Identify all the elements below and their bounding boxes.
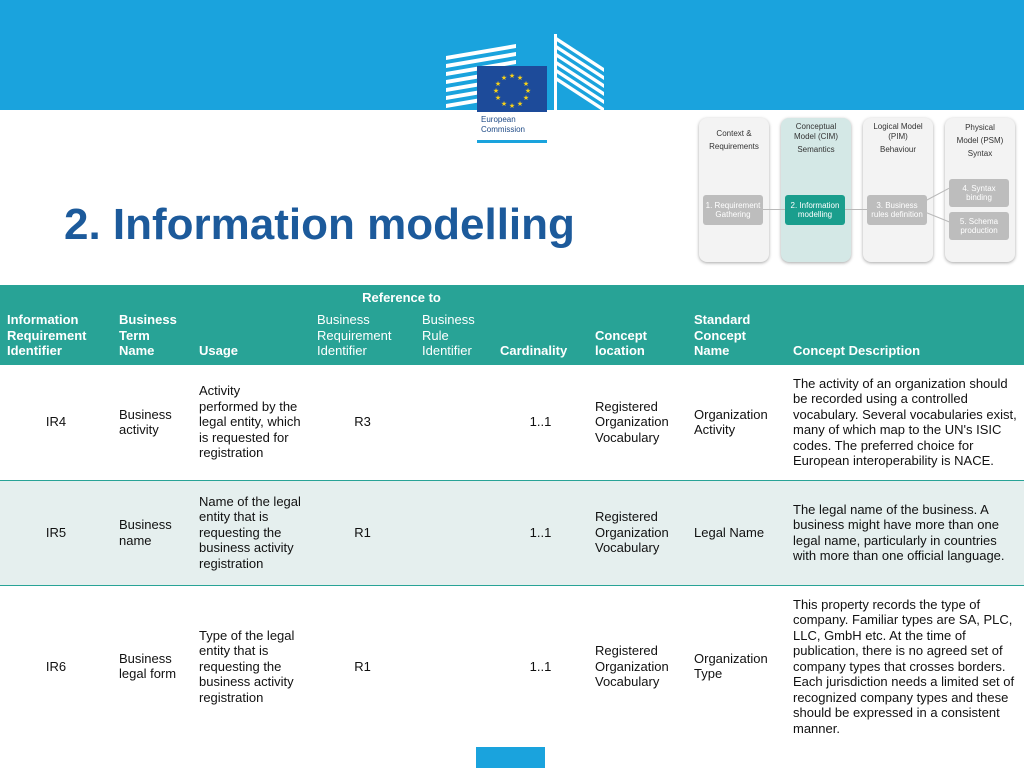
svg-text:★: ★ [522,94,530,102]
header-concept-description: Concept Description [786,285,1024,364]
cell-standard-concept-name: Legal Name [687,480,786,585]
footer-accent-bar [476,747,545,768]
cell-business-requirement-id: R1 [310,480,415,585]
cell-concept-description: The legal name of the business. A business might have more than one legal name, particularly in countries with more than one official language. [786,480,1024,585]
cell-identifier: IR5 [0,480,112,585]
cell-concept-location: Registered Organization Vocabulary [588,480,687,585]
cell-business-rule-id [415,364,493,480]
information-requirements-table [0,285,1024,747]
phase-step-information-modelling: 2. Information modelling [785,195,845,225]
table-row [0,480,1024,585]
cell-concept-description: The activity of an organization should be recorded using a controlled vocabulary. Several vocabularies exist, many of which map to the UN's ISIC codes. The preferred choice for European interoperability is NACE. [786,364,1024,480]
logo-wordmark: European Commission [477,112,547,140]
phase-step-requirement-gathering: 1. Requirement Gathering [703,195,763,225]
cell-concept-location: Registered Organization Vocabulary [588,364,687,480]
svg-text:★: ★ [500,100,508,108]
svg-text:★: ★ [508,102,516,110]
cell-usage: Name of the legal entity that is requesting the business activity registration [192,480,310,585]
connector [844,209,868,210]
cell-cardinality: 1..1 [493,480,588,585]
connector [762,209,786,210]
cell-standard-concept-name: Organization Activity [687,364,786,480]
cell-concept-location: Registered Organization Vocabulary [588,585,687,747]
cell-cardinality: 1..1 [493,585,588,747]
header-usage: Usage [192,285,310,364]
phase-column-logical: Logical Model (PIM) Behaviour [863,118,933,262]
svg-text:★: ★ [516,100,524,108]
cell-term-name: Business activity [112,364,192,480]
phase-step-business-rules: 3. Business rules definition [867,195,927,225]
phase-step-syntax-binding: 4. Syntax binding [949,179,1009,207]
cell-business-rule-id [415,585,493,747]
cell-identifier: IR6 [0,585,112,747]
cell-identifier: IR4 [0,364,112,480]
cell-usage: Type of the legal entity that is requesting the business activity registration [192,585,310,747]
header-concept-location: Concept location [588,285,687,364]
page-title: 2. Information modelling [64,200,575,249]
svg-text:★: ★ [500,74,508,82]
phase-column-physical: Physical Model (PSM) Syntax [945,118,1015,262]
svg-text:★: ★ [494,80,502,88]
cell-standard-concept-name: Organization Type [687,585,786,747]
svg-text:★: ★ [524,87,532,95]
svg-text:★: ★ [522,80,530,88]
svg-text:★: ★ [516,74,524,82]
header-business-requirement-id: Business Requirement Identifier [310,310,415,364]
header-cardinality: Cardinality [493,285,588,364]
phase-column-context: Context & Requirements [699,118,769,262]
svg-text:★: ★ [492,87,500,95]
header-business-rule-id: Business Rule Identifier [415,310,493,364]
cell-cardinality: 1..1 [493,364,588,480]
cell-business-rule-id [415,480,493,585]
cell-usage: Activity performed by the legal entity, which is requested for registration [192,364,310,480]
svg-text:★: ★ [494,94,502,102]
cell-concept-description [786,585,1024,747]
description-paragraph: This property records the type of company. Familiar types are SA, PLC, LLC, GmbH etc. At the time of publication, there is no agreed set of company types that crosses borders. [793,596,1013,674]
header-standard-concept-name: Standard Concept Name [687,285,786,364]
header-term-name: Business Term Name [112,285,192,364]
header-reference-to: Reference to [310,285,493,310]
cell-business-requirement-id: R3 [310,364,415,480]
phase-step-schema-production: 5. Schema production [949,212,1009,240]
table-row [0,585,1024,747]
phase-column-conceptual: Conceptual Model (CIM) Semantics [781,118,851,262]
cell-term-name: Business name [112,480,192,585]
cell-term-name: Business legal form [112,585,192,747]
description-paragraph: Each jurisdiction needs a limited set of recognized company types and these should be expressed in a consistent manner. [793,674,1015,736]
cell-business-requirement-id: R1 [310,585,415,747]
table-row [0,364,1024,480]
header-identifier: Information Requirement Identifier [0,285,112,364]
svg-text:★: ★ [508,72,516,80]
